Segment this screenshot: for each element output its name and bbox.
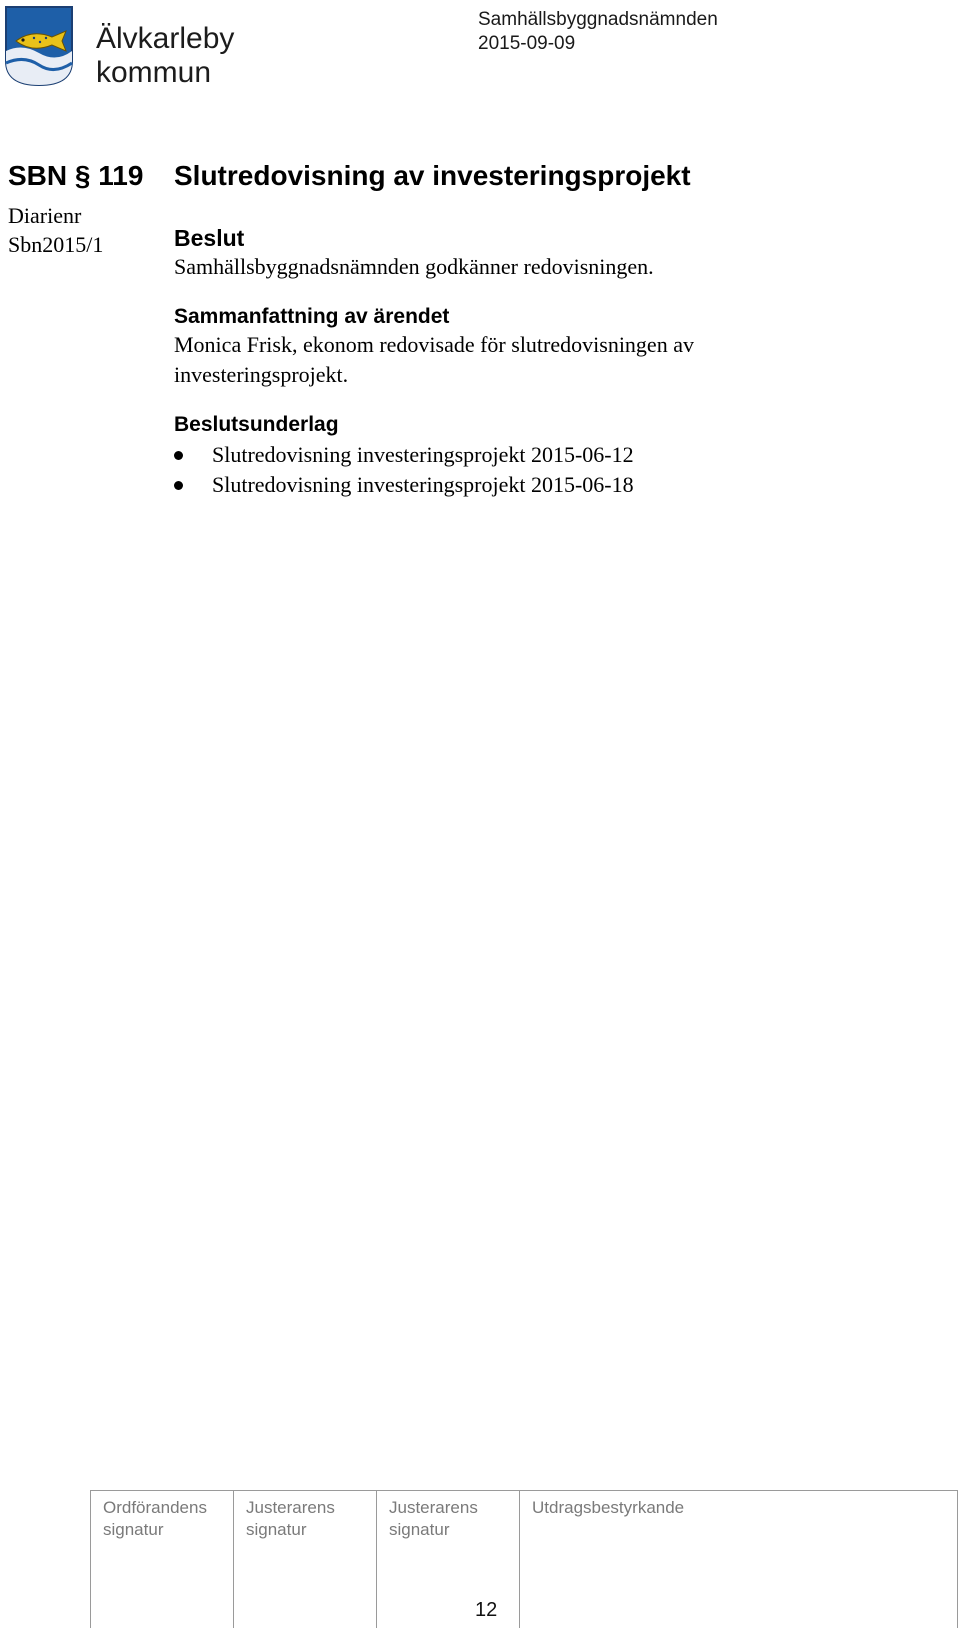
signature-table (90, 1490, 958, 1628)
municipality-name (96, 22, 234, 90)
signature-label-line-2: signatur (389, 1520, 450, 1539)
signature-cell-adjuster-2 (376, 1491, 520, 1628)
committee-name: Samhällsbyggnadsnämnden (478, 9, 718, 30)
diarienr-value: Sbn2015/1 (8, 232, 104, 257)
signature-label-line-2: signatur (103, 1520, 164, 1539)
list-item-text: Slutredovisning investeringsprojekt 2015-06-12 (212, 442, 634, 467)
municipality-crest-icon (4, 5, 74, 87)
paragraph-number: SBN § 119 (8, 160, 144, 191)
page-number: 12 (475, 1599, 498, 1621)
signature-cell-certified-extract (519, 1491, 958, 1628)
paragraph-title: Slutredovisning av investeringsprojekt (174, 160, 691, 191)
main-content (174, 224, 934, 500)
beslut-section (174, 224, 934, 282)
meeting-date: 2015-09-09 (478, 33, 576, 54)
signature-label-line-1: Justerarens (389, 1498, 478, 1517)
signature-label (389, 1497, 478, 1541)
diarienr-block (8, 201, 103, 259)
signature-label (246, 1497, 335, 1541)
signature-label-line-1: Justerarens (246, 1498, 335, 1517)
signature-cell-adjuster-1 (233, 1491, 377, 1628)
beslutsunderlag-list (174, 440, 934, 500)
beslutsunderlag-section (174, 412, 934, 500)
bullet-icon (174, 451, 183, 460)
beslut-text: Samhällsbyggnadsnämnden godkänner redovisningen. (174, 254, 654, 279)
logo-line-1: Älvkarleby (96, 22, 235, 55)
beslutsunderlag-heading: Beslutsunderlag (174, 413, 339, 436)
list-item (174, 440, 934, 470)
sammanfattning-heading: Sammanfattning av ärendet (174, 305, 450, 328)
logo-line-2: kommun (96, 56, 212, 89)
signature-label-line-2: signatur (246, 1520, 307, 1539)
sammanfattning-line-2: investeringsprojekt. (174, 362, 349, 387)
signature-label (103, 1497, 207, 1541)
signature-cell-chair (90, 1491, 234, 1628)
beslut-heading: Beslut (174, 225, 245, 251)
header-meta (478, 8, 718, 56)
list-item-text: Slutredovisning investeringsprojekt 2015-06-18 (212, 472, 634, 497)
signature-label (532, 1497, 684, 1519)
diarienr-label: Diarienr (8, 203, 82, 228)
list-item (174, 470, 934, 500)
sammanfattning-line-1: Monica Frisk, ekonom redovisade för slutredovisningen av (174, 332, 694, 357)
bullet-icon (174, 481, 183, 490)
signature-label-line-1: Utdragsbestyrkande (532, 1498, 685, 1517)
signature-label-line-1: Ordförandens (103, 1498, 207, 1517)
sammanfattning-section (174, 304, 934, 390)
